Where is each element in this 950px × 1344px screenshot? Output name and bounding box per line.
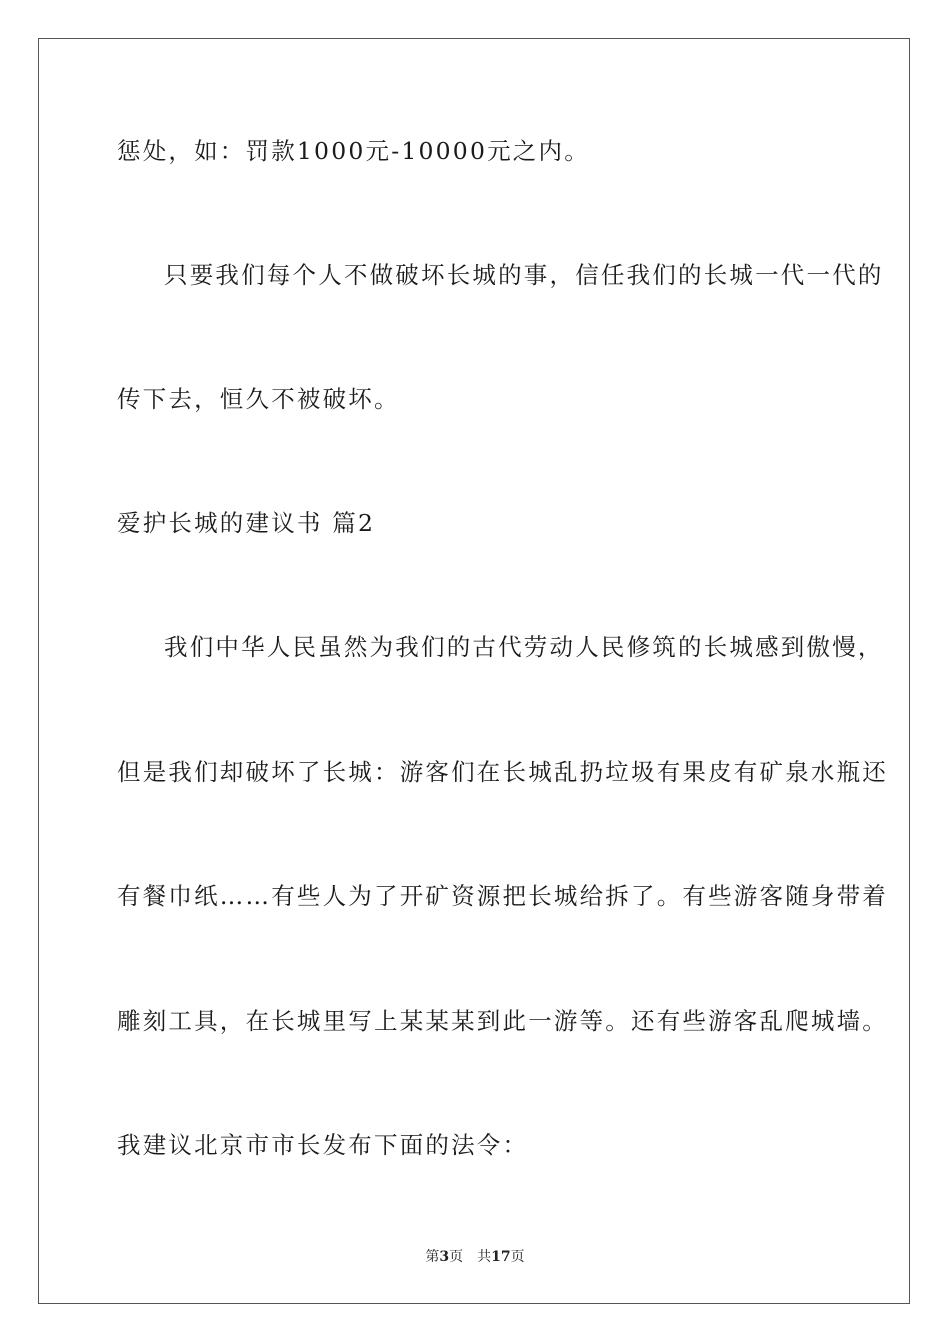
page-prefix: 第 xyxy=(425,1249,440,1265)
paragraph-line: 只要我们每个人不做破坏长城的事，信任我们的长城一代一代的 xyxy=(164,261,884,289)
total-pages: 17 xyxy=(491,1249,511,1265)
page-border xyxy=(38,38,910,1304)
paragraph-line: 惩处，如：罚款1000元-10000元之内。 xyxy=(117,137,590,165)
section-heading: 爱护长城的建议书 篇2 xyxy=(117,509,376,537)
paragraph-line: 我建议北京市市长发布下面的法令： xyxy=(117,1131,529,1159)
page-suffix: 页 xyxy=(449,1249,464,1265)
paragraph-line: 雕刻工具，在长城里写上某某某到此一游等。还有些游客乱爬城墙。 xyxy=(117,1007,888,1035)
total-prefix: 共 xyxy=(477,1249,492,1265)
total-suffix: 页 xyxy=(510,1249,525,1265)
page-footer xyxy=(0,1248,950,1266)
paragraph-line: 我们中华人民虽然为我们的古代劳动人民修筑的长城感到傲慢， xyxy=(164,633,884,661)
page-number: 3 xyxy=(439,1249,450,1265)
paragraph-line: 但是我们却破坏了长城：游客们在长城乱扔垃圾有果皮有矿泉水瓶还 xyxy=(117,758,888,786)
paragraph-line: 有餐巾纸……有些人为了开矿资源把长城给拆了。有些游客随身带着 xyxy=(117,882,888,910)
paragraph-line: 传下去，恒久不被破坏。 xyxy=(117,385,400,413)
